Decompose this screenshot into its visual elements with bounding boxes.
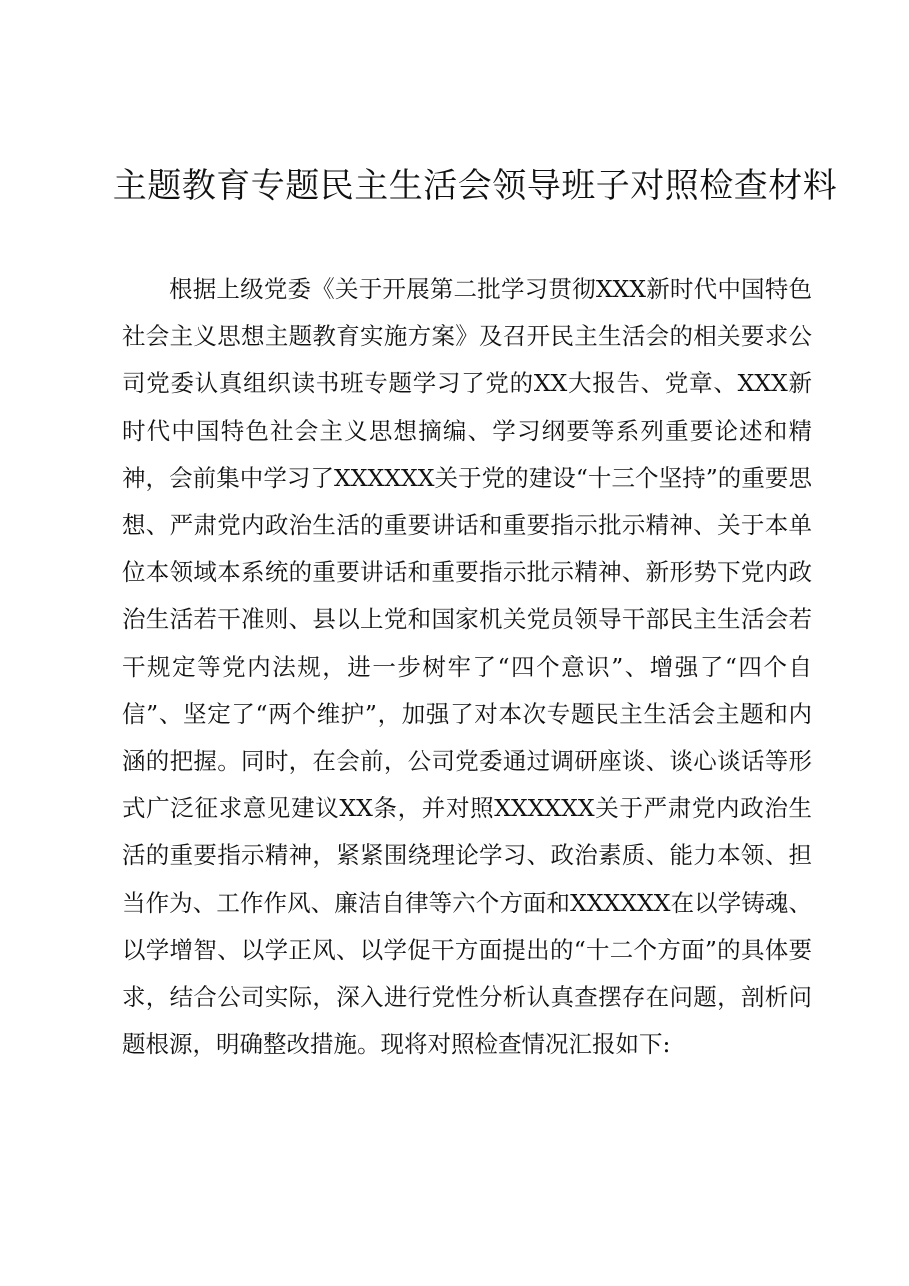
document-title: 主题教育专题民主生活会领导班子对照检查材料	[112, 166, 838, 206]
body-paragraph: 根据上级党委《关于开展第二批学习贯彻XXX新时代中国特色社会主义思想主题教育实施方案》及召开民主生活会的相关要求公司党委认真组织读书班专题学习了党的XX大报告、党章、XXX新时代中国特色社会主义思想摘编、学习纲要等系列重要论述和精神，会前集中学习了XXXXXX关于党的建设“十三个坚持”的重要思想、严肃党内政治生活的重要讲话和重要指示批示精神、关于本单位本领域本系统的重要讲话和重要指示批示精神、新形势下党内政治生活若干准则、县以上党和国家机关党员领导干部民主生活会若干规定等党内法规，进一步树牢了“四个意识”、增强了“四个自信”、坚定了“两个维护”，加强了对本次专题民主生活会主题和内涵的把握。同时，在会前，公司党委通过调研座谈、谈心谈话等形式广泛征求意见建议XX条，并对照XXXXXX关于严肃党内政治生活的重要指示精神，紧紧围绕理论学习、政治素质、能力本领、担当作为、工作作风、廉洁自律等六个方面和XXXXXX在以学铸魂、以学增智、以学正风、以学促干方面提出的“十二个方面”的具体要求，结合公司实际，深入进行党性分析认真查摆存在问题，剖析问题根源，明确整改措施。现将对照检查情况汇报如下:	[122, 275, 812, 1059]
